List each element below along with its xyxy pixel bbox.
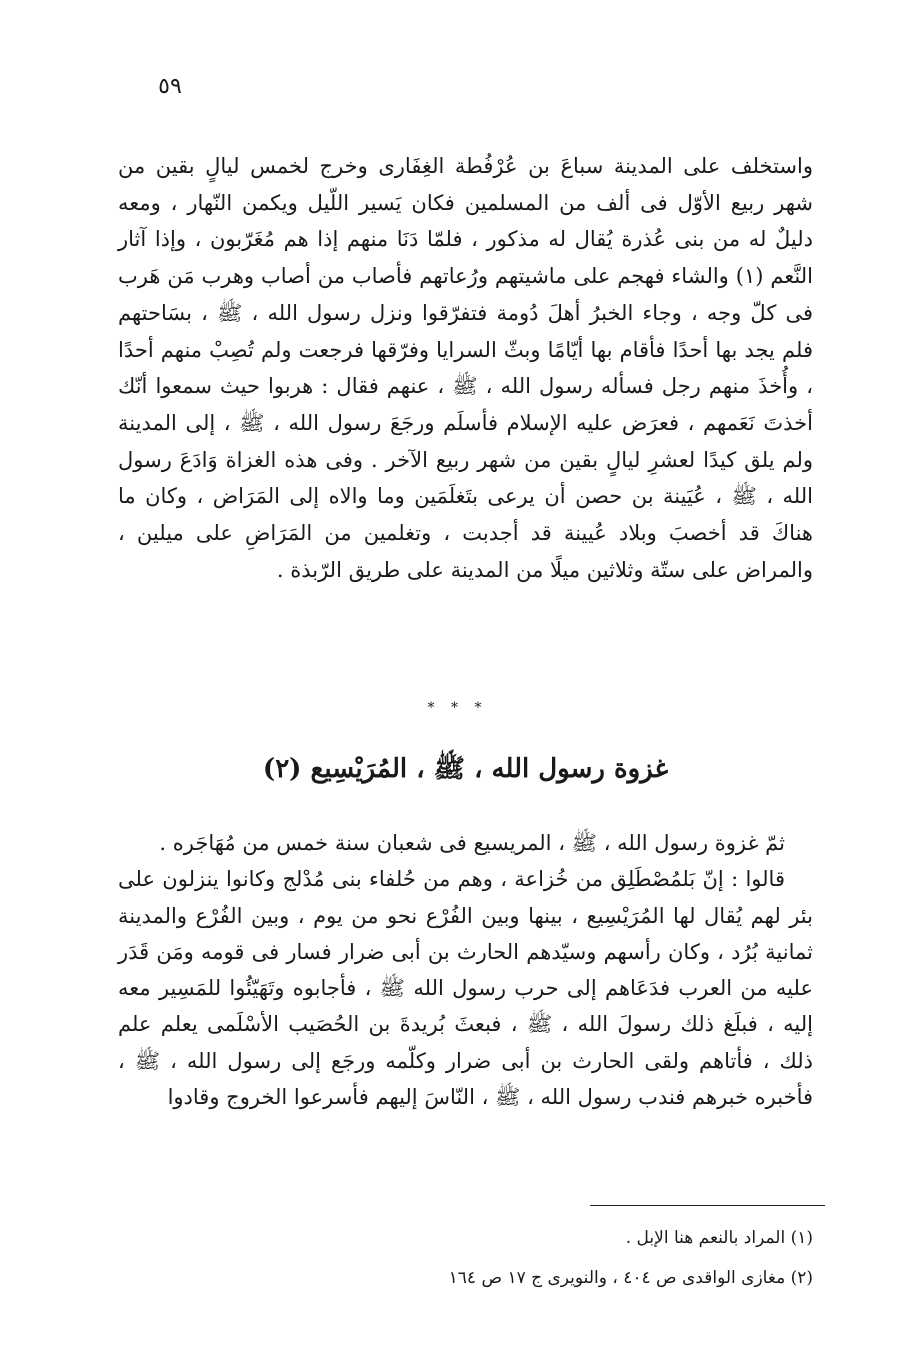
- page-number: ٥٩: [158, 74, 182, 99]
- paragraph: ثمّ غزوة رسول الله ، ﷺ ، المريسيع فى شعبان سنة خمس من مُهَاجَره .: [159, 831, 785, 855]
- body-text-lower: [118, 825, 813, 1115]
- paragraph: قالوا : إنّ بَلمُصْطَلِق من خُزاعة ، وهم من حُلفاء بنى مُدْلج وكانوا ينزلون على بئر لهم يُقال لها المُرَيْسِيع ، بينها وبين الفُرْع نحو من يوم ، وبين الفُرْع والمدينة ثمانية بُرُد ، وكان رأسهم وسيّدهم الحارث بن أبى ضرار فسار فى قومه ومَن قَدَر عليه من العرب فدَعَاهم إلى حرب رسول الله ﷺ ، فأجابوه وتَهَيّئُوا للمَسِير معه إليه ، فبلَغ ذلك رسولَ الله ، ﷺ ، فبعثَ بُريدةَ بن الحُصَيب الأسْلَمى يعلم علم ذلك ، فأتاهم ولقى الحارث بن أبى ضرار وكلّمه ورجَع إلى رسول الله ، ﷺ ، فأخبره خبرهم فندب رسول الله ، ﷺ ، النّاسَ إليهم فأسرعوا الخروج وقادوا: [118, 867, 813, 1110]
- footnote: (١) المراد بالنعم هنا الإبل .: [625, 1228, 813, 1248]
- body-text-upper: [118, 148, 813, 588]
- section-separator: * * *: [427, 700, 488, 716]
- footnote: (٢) مغازى الواقدى ص ٤٠٤ ، والنويرى ج ١٧ ص ١٦٤: [448, 1268, 813, 1288]
- footnote-divider: [590, 1205, 825, 1206]
- section-heading: غزوة رسول الله ، ﷺ ، المُرَيْسِيع (٢): [262, 754, 669, 784]
- footnotes: [118, 1218, 813, 1298]
- paragraph: واستخلف على المدينة سباعَ بن عُرْفُطة الغِفَارى وخرج لخمس ليالٍ بقين من شهر ربيع الأوّل فى ألف من المسلمين فكان يَسير اللّيل ويكمن النّهار ، ومعه دليلٌ له من بنى عُذرة يُقال له مذكور ، فلمّا دَنَا منهم إذا هم مُغَرّبون ، وإذا آثار النَّعم (١) والشاء فهجم على ماشيتهم ورُعاتهم فأصاب من أصاب وهرب مَن هَرب فى كلّ وجه ، وجاء الخبرُ أهلَ دُومة فتفرّقوا ونزل رسول الله ، ﷺ ، بسَاحتهم فلم يجد بها أحدًا فأقام بها أيّامًا وبثّ السرايا وفرّقها فرجعت ولم تُصِبْ منهم أحدًا ، وأُخذَ منهم رجل فسأله رسول الله ، ﷺ ، عنهم فقال : هربوا حيث سمعوا أنّك أخذتَ نَعَمهم ، فعرَض عليه الإسلام فأسلَم ورجَعَ رسول الله ، ﷺ ، إلى المدينة ولم يلق كيدًا لعشرِ ليالٍ بقين من شهر ربيع الآخر . وفى هذه الغزاة وَادَعَ رسول الله ، ﷺ ، عُيَينة بن حصن أن يرعى بتَغلَمَين وما والاه إلى المَرَاض ، وكان ما هناكَ قد أخصبَ وبلاد عُيينة قد أجدبت ، وتغلمين من المَرَاضِ على ميلين ، والمراض على ستّة وثلاثين ميلًا من المدينة على طريق الرّبذة .: [118, 154, 814, 582]
